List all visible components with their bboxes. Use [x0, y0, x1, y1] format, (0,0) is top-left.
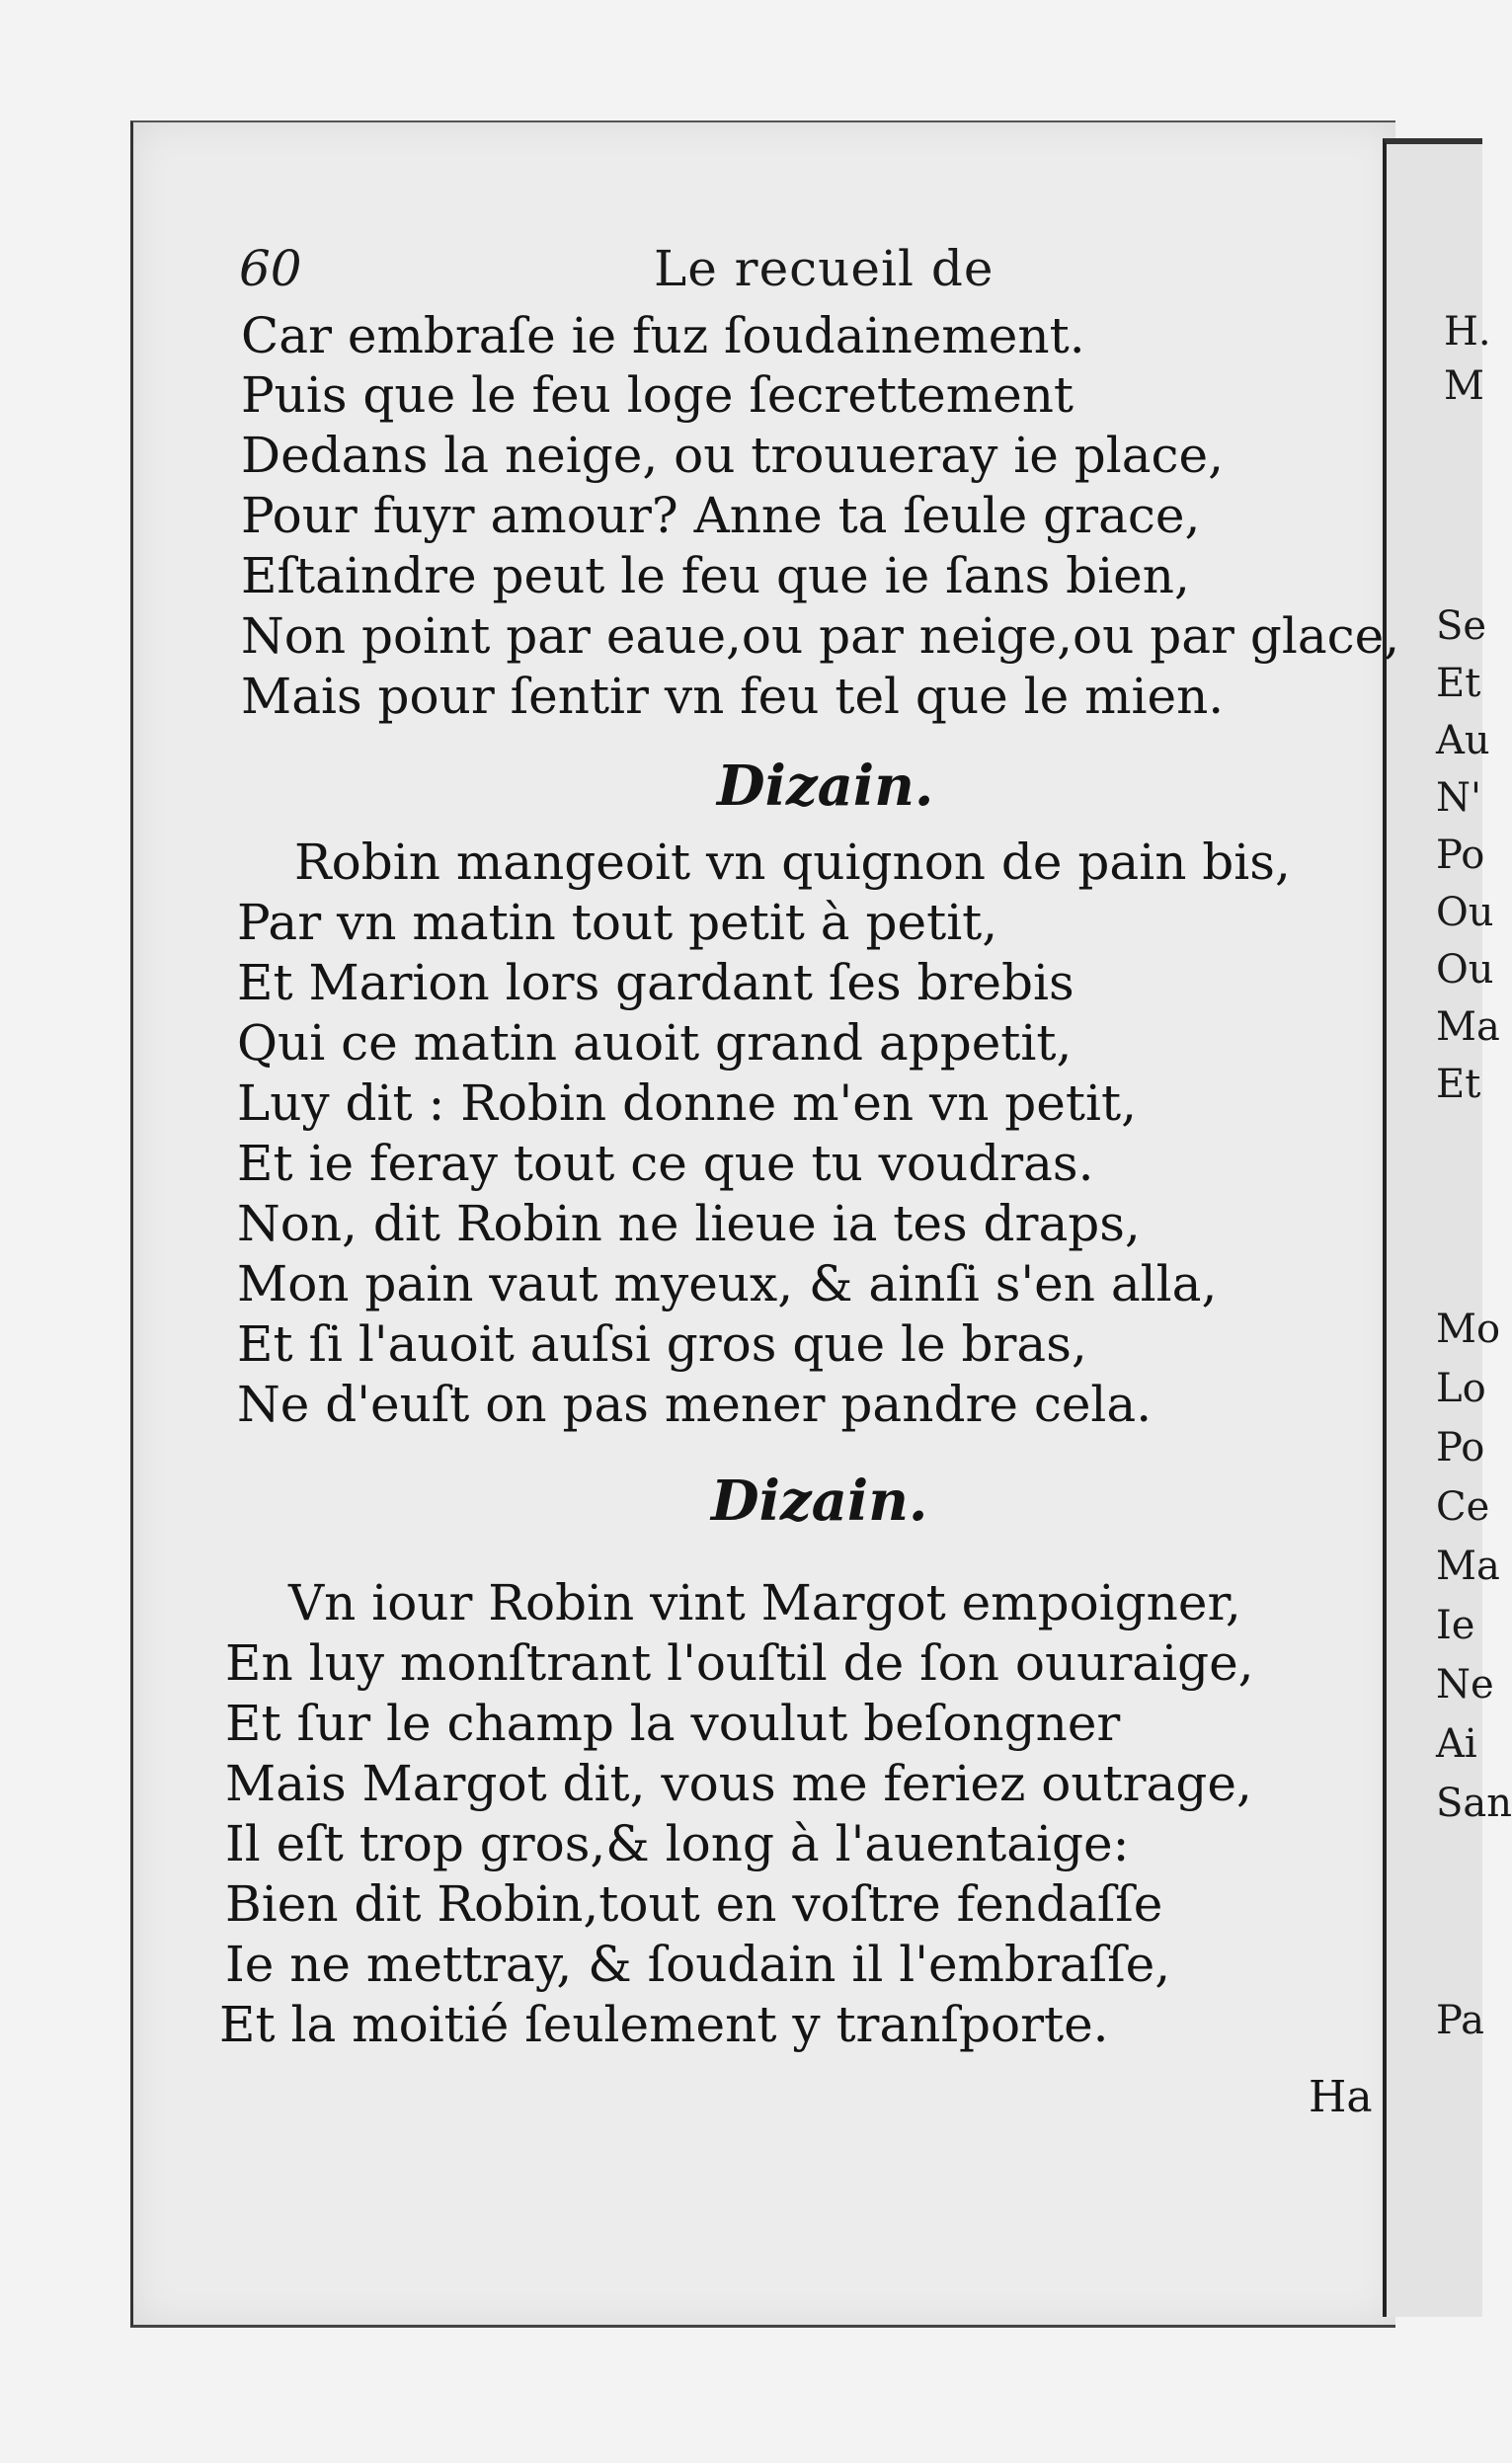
facing-fragment: Ce: [1436, 1484, 1490, 1530]
facing-fragment: Po: [1436, 833, 1485, 878]
verse-line: Pour fuyr amour? Anne ta ſeule grace,: [241, 487, 1201, 544]
verse-line: Et la moitié ſeulement y tranſporte.: [219, 1996, 1109, 2053]
facing-fragment: N': [1436, 775, 1481, 821]
verse-line: Vn iour Robin vint Margot empoigner,: [288, 1574, 1241, 1631]
facing-fragment: Ma: [1436, 1544, 1500, 1589]
facing-fragment: M: [1444, 363, 1484, 409]
facing-fragment: Au: [1436, 718, 1490, 763]
facing-fragment: Ai: [1436, 1721, 1477, 1767]
facing-fragment: Pa: [1436, 1998, 1484, 2043]
verse-line: Dedans la neige, ou trouueray ie place,: [241, 427, 1225, 484]
facing-fragment: Lo: [1436, 1366, 1486, 1411]
verse-line: Non point par eaue,ou par neige,ou par glace,: [241, 607, 1400, 665]
verse-line: Puis que le feu loge ſecrettement: [241, 366, 1074, 424]
verse-line: Par vn matin tout petit à petit,: [237, 894, 998, 951]
facing-fragment: Ie: [1436, 1603, 1475, 1648]
facing-fragment: H.: [1444, 309, 1491, 355]
facing-fragment: Ma: [1436, 1004, 1500, 1050]
page-number: 60: [239, 240, 302, 297]
verse-line: Ne d'euſt on pas mener pandre cela.: [237, 1376, 1153, 1433]
verse-line: En luy monſtrant l'ouſtil de ſon ouuraige,: [225, 1634, 1254, 1692]
running-title: Le recueil de: [654, 240, 995, 297]
verse-line: Non, dit Robin ne lieue ia tes draps,: [237, 1195, 1141, 1252]
verse-line: Et ſi l'auoit auſsi gros que le bras,: [237, 1315, 1087, 1373]
facing-fragment: Et: [1436, 1062, 1481, 1107]
dizain-heading: Dizain.: [711, 1469, 928, 1534]
facing-fragment: San: [1436, 1781, 1512, 1826]
verse-line: Et Marion lors gardant ſes brebis: [237, 954, 1074, 1011]
verse-line: Mais Margot dit, vous me feriez outrage,: [225, 1755, 1252, 1812]
verse-line: Luy dit : Robin donne m'en vn petit,: [237, 1074, 1137, 1132]
facing-fragment: Ou: [1436, 947, 1494, 993]
verse-line: Bien dit Robin,tout en voſtre fendaſſe: [225, 1875, 1163, 1933]
verse-line: Et ie feray tout ce que tu voudras.: [237, 1135, 1094, 1192]
dizain-heading: Dizain.: [717, 754, 934, 819]
facing-fragment: Mo: [1436, 1307, 1501, 1352]
facing-fragment: Ou: [1436, 890, 1494, 935]
verse-line: Et ſur le champ la voulut beſongner: [225, 1695, 1121, 1752]
verse-line: Il eſt trop gros,& long à l'auentaige:: [225, 1815, 1130, 1872]
verse-line: Mais pour ſentir vn feu tel que le mien.: [241, 668, 1225, 725]
facing-fragment: Se: [1436, 603, 1487, 649]
verse-line: Robin mangeoit vn quignon de pain bis,: [294, 834, 1291, 891]
verse-line: Eſtaindre peut le feu que ie ſans bien,: [241, 547, 1190, 604]
verse-line: Qui ce matin auoit grand appetit,: [237, 1014, 1073, 1072]
facing-fragment: Po: [1436, 1425, 1485, 1470]
verse-line: Mon pain vaut myeux, & ainſi s'en alla,: [237, 1255, 1218, 1312]
page-header: [239, 240, 999, 299]
verse-line: Ie ne mettray, & ſoudain il l'embraſſe,: [225, 1936, 1171, 1993]
verse-line: Car embraſe ie fuz ſoudainement.: [241, 307, 1085, 364]
facing-fragment: Ne: [1436, 1662, 1494, 1708]
facing-fragment: Et: [1436, 661, 1481, 706]
catchword: Ha: [1309, 2072, 1373, 2122]
facing-page-edge: [1383, 138, 1512, 2317]
